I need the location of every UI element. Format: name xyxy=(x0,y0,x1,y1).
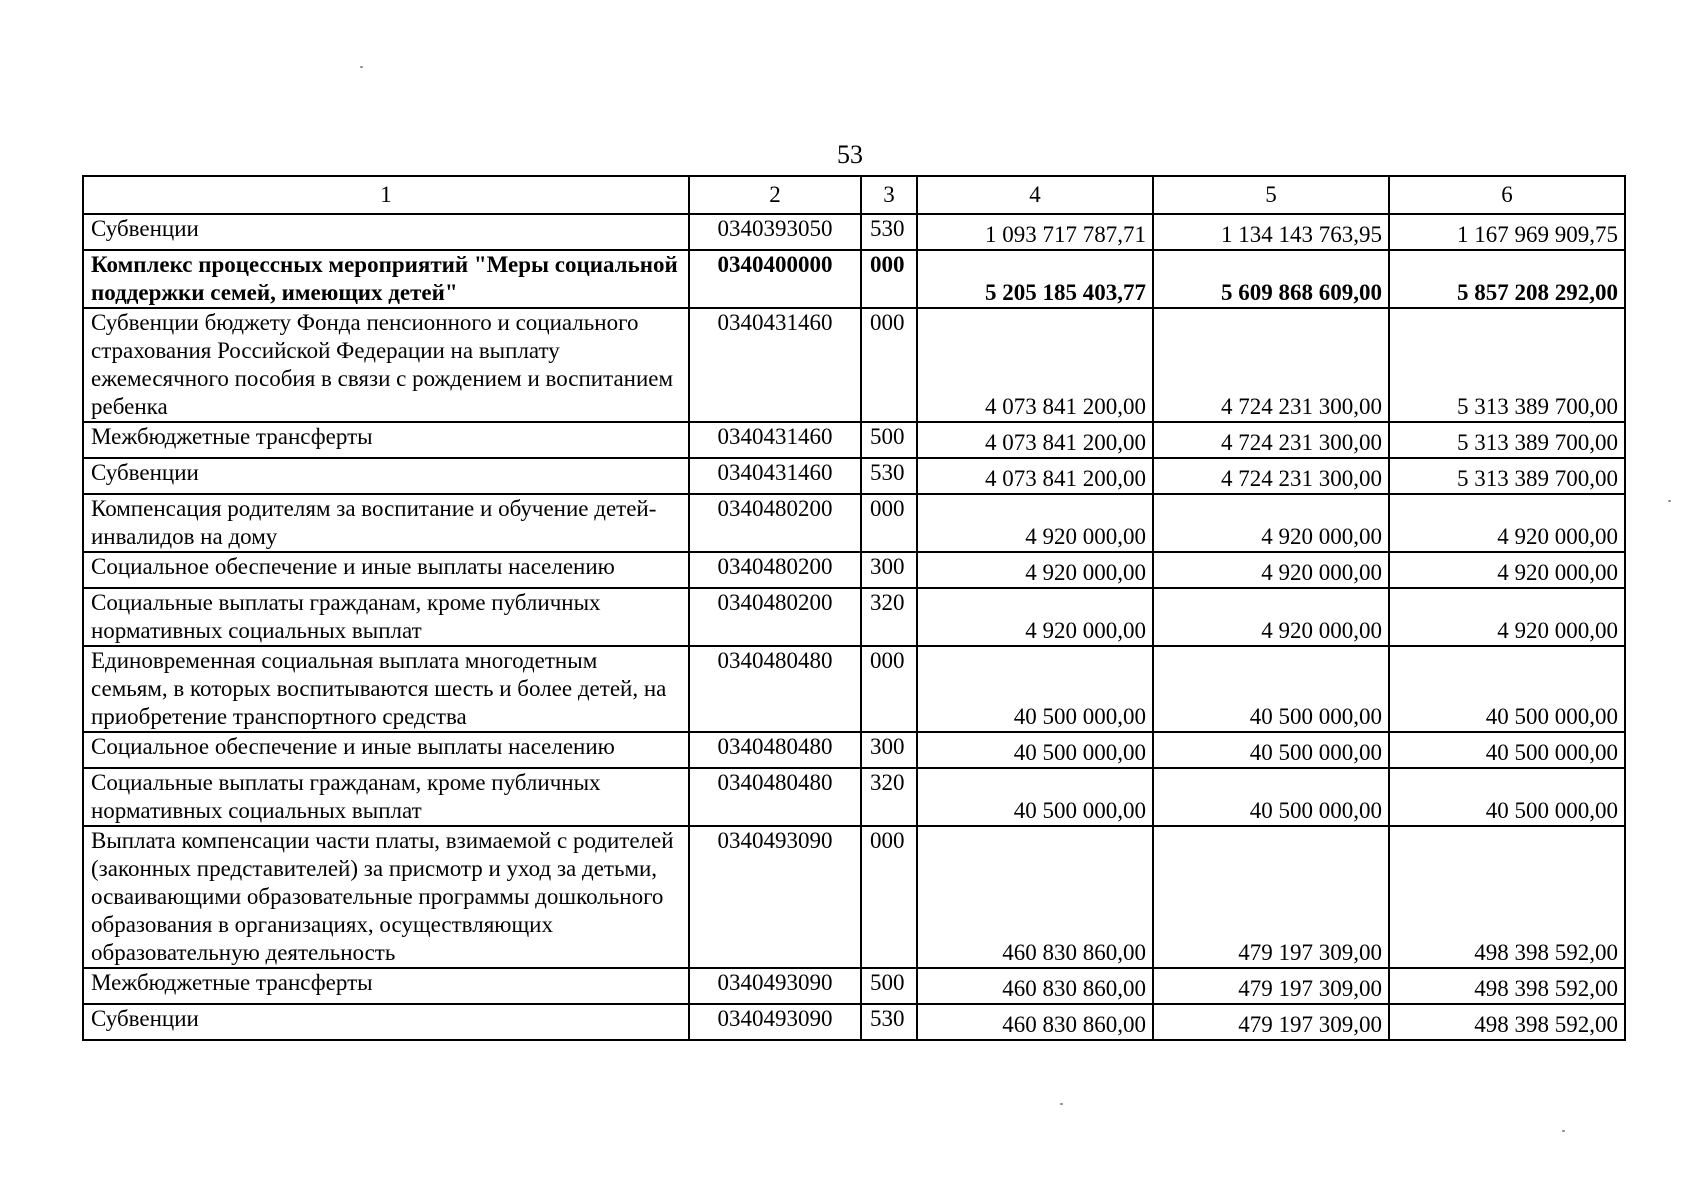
row-code-cell: 0340431460 xyxy=(689,458,861,494)
scan-speck xyxy=(360,66,363,68)
row-amount-col4-cell: 4 920 000,00 xyxy=(917,494,1153,552)
row-amount-col4-cell: 4 073 841 200,00 xyxy=(917,308,1153,422)
row-amount-col4-cell: 460 830 860,00 xyxy=(917,826,1153,968)
row-code-cell: 0340493090 xyxy=(689,1004,861,1040)
row-code-cell: 0340480200 xyxy=(689,588,861,646)
table-row xyxy=(83,214,1625,250)
row-name-cell: Социальное обеспечение и иные выплаты населению xyxy=(83,732,689,768)
row-type-cell: 500 xyxy=(861,422,917,458)
row-name-cell: Межбюджетные трансферты xyxy=(83,968,689,1004)
table-row xyxy=(83,552,1625,588)
row-amount-col4-cell: 40 500 000,00 xyxy=(917,732,1153,768)
row-amount-col6-cell: 4 920 000,00 xyxy=(1389,588,1625,646)
table-row xyxy=(83,494,1625,552)
row-amount-col5-cell: 4 724 231 300,00 xyxy=(1153,308,1389,422)
row-type-cell: 300 xyxy=(861,552,917,588)
row-name-cell: Выплата компенсации части платы, взимаемой с родителей (законных представителей) за присмотр и уход за детьми, осваивающими образовательные программы дошкольного образования в организациях, осуществляющих образовательную деятельность xyxy=(83,826,689,968)
column-header: 3 xyxy=(861,176,917,214)
row-code-cell: 0340493090 xyxy=(689,968,861,1004)
row-type-cell: 500 xyxy=(861,968,917,1004)
row-code-cell: 0340400000 xyxy=(689,250,861,308)
scan-speck xyxy=(1562,1130,1565,1132)
row-amount-col4-cell: 40 500 000,00 xyxy=(917,768,1153,826)
table-row xyxy=(83,308,1625,422)
row-type-cell: 300 xyxy=(861,732,917,768)
row-name-cell: Социальное обеспечение и иные выплаты населению xyxy=(83,552,689,588)
row-amount-col5-cell: 4 724 231 300,00 xyxy=(1153,422,1389,458)
row-amount-col4-cell: 4 920 000,00 xyxy=(917,552,1153,588)
table-row xyxy=(83,732,1625,768)
row-amount-col5-cell: 1 134 143 763,95 xyxy=(1153,214,1389,250)
row-type-cell: 000 xyxy=(861,494,917,552)
row-amount-col4-cell: 40 500 000,00 xyxy=(917,646,1153,732)
row-code-cell: 0340480200 xyxy=(689,552,861,588)
row-type-cell: 000 xyxy=(861,826,917,968)
row-amount-col4-cell: 460 830 860,00 xyxy=(917,1004,1153,1040)
row-code-cell: 0340431460 xyxy=(689,422,861,458)
row-amount-col5-cell: 4 920 000,00 xyxy=(1153,588,1389,646)
row-amount-col4-cell: 460 830 860,00 xyxy=(917,968,1153,1004)
row-code-cell: 0340393050 xyxy=(689,214,861,250)
table-row xyxy=(83,768,1625,826)
column-header: 6 xyxy=(1389,176,1625,214)
row-code-cell: 0340431460 xyxy=(689,308,861,422)
row-amount-col6-cell: 5 313 389 700,00 xyxy=(1389,308,1625,422)
row-name-cell: Комплекс процессных мероприятий "Меры социальной поддержки семей, имеющих детей" xyxy=(83,250,689,308)
row-amount-col6-cell: 498 398 592,00 xyxy=(1389,826,1625,968)
row-amount-col5-cell: 40 500 000,00 xyxy=(1153,646,1389,732)
table-row xyxy=(83,458,1625,494)
row-amount-col4-cell: 4 073 841 200,00 xyxy=(917,422,1153,458)
row-amount-col5-cell: 479 197 309,00 xyxy=(1153,968,1389,1004)
table-row xyxy=(83,250,1625,308)
row-type-cell: 530 xyxy=(861,1004,917,1040)
row-code-cell: 0340493090 xyxy=(689,826,861,968)
row-amount-col5-cell: 479 197 309,00 xyxy=(1153,826,1389,968)
table-row xyxy=(83,588,1625,646)
table-row xyxy=(83,968,1625,1004)
row-type-cell: 530 xyxy=(861,458,917,494)
row-amount-col4-cell: 5 205 185 403,77 xyxy=(917,250,1153,308)
row-amount-col5-cell: 479 197 309,00 xyxy=(1153,1004,1389,1040)
row-name-cell: Компенсация родителям за воспитание и обучение детей-инвалидов на дому xyxy=(83,494,689,552)
row-amount-col6-cell: 40 500 000,00 xyxy=(1389,768,1625,826)
table-row xyxy=(83,422,1625,458)
row-amount-col6-cell: 5 857 208 292,00 xyxy=(1389,250,1625,308)
row-amount-col6-cell: 1 167 969 909,75 xyxy=(1389,214,1625,250)
row-amount-col4-cell: 4 073 841 200,00 xyxy=(917,458,1153,494)
row-name-cell: Субвенции xyxy=(83,1004,689,1040)
row-amount-col6-cell: 5 313 389 700,00 xyxy=(1389,458,1625,494)
row-code-cell: 0340480480 xyxy=(689,768,861,826)
row-amount-col6-cell: 40 500 000,00 xyxy=(1389,646,1625,732)
row-amount-col5-cell: 4 724 231 300,00 xyxy=(1153,458,1389,494)
row-amount-col5-cell: 40 500 000,00 xyxy=(1153,732,1389,768)
row-type-cell: 000 xyxy=(861,308,917,422)
row-amount-col5-cell: 4 920 000,00 xyxy=(1153,494,1389,552)
row-name-cell: Межбюджетные трансферты xyxy=(83,422,689,458)
row-name-cell: Субвенции xyxy=(83,214,689,250)
row-amount-col6-cell: 5 313 389 700,00 xyxy=(1389,422,1625,458)
row-amount-col5-cell: 40 500 000,00 xyxy=(1153,768,1389,826)
row-amount-col5-cell: 5 609 868 609,00 xyxy=(1153,250,1389,308)
row-type-cell: 000 xyxy=(861,646,917,732)
row-type-cell: 530 xyxy=(861,214,917,250)
page-number: 53 xyxy=(837,140,863,169)
row-amount-col6-cell: 4 920 000,00 xyxy=(1389,552,1625,588)
row-name-cell: Социальные выплаты гражданам, кроме публичных нормативных социальных выплат xyxy=(83,768,689,826)
budget-table xyxy=(82,175,1626,1041)
row-code-cell: 0340480200 xyxy=(689,494,861,552)
row-type-cell: 000 xyxy=(861,250,917,308)
row-amount-col5-cell: 4 920 000,00 xyxy=(1153,552,1389,588)
table-body xyxy=(83,214,1625,1040)
row-code-cell: 0340480480 xyxy=(689,646,861,732)
column-header: 5 xyxy=(1153,176,1389,214)
table-header-row xyxy=(83,176,1625,214)
row-code-cell: 0340480480 xyxy=(689,732,861,768)
scan-speck xyxy=(1060,1103,1063,1105)
column-header: 1 xyxy=(83,176,689,214)
row-amount-col6-cell: 498 398 592,00 xyxy=(1389,1004,1625,1040)
row-amount-col4-cell: 1 093 717 787,71 xyxy=(917,214,1153,250)
table-row xyxy=(83,1004,1625,1040)
table-row xyxy=(83,646,1625,732)
row-name-cell: Единовременная социальная выплата многодетным семьям, в которых воспитываются шесть и более детей, на приобретение транспортного средства xyxy=(83,646,689,732)
row-type-cell: 320 xyxy=(861,768,917,826)
row-type-cell: 320 xyxy=(861,588,917,646)
row-amount-col6-cell: 40 500 000,00 xyxy=(1389,732,1625,768)
row-name-cell: Субвенции xyxy=(83,458,689,494)
row-amount-col6-cell: 498 398 592,00 xyxy=(1389,968,1625,1004)
row-name-cell: Социальные выплаты гражданам, кроме публичных нормативных социальных выплат xyxy=(83,588,689,646)
row-name-cell: Субвенции бюджету Фонда пенсионного и социального страхования Российской Федерации на выплату ежемесячного пособия в связи с рождением и воспитанием ребенка xyxy=(83,308,689,422)
row-amount-col6-cell: 4 920 000,00 xyxy=(1389,494,1625,552)
column-header: 2 xyxy=(689,176,861,214)
row-amount-col4-cell: 4 920 000,00 xyxy=(917,588,1153,646)
column-header: 4 xyxy=(917,176,1153,214)
scan-speck xyxy=(1668,500,1671,502)
table-row xyxy=(83,826,1625,968)
